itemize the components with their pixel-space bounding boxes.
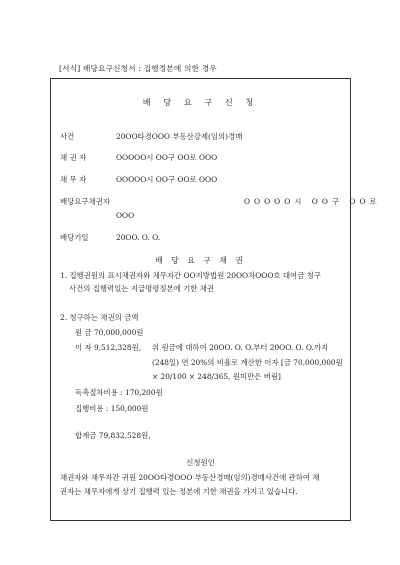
total-amount: 합계금 79,832,528원, [75, 431, 151, 440]
item1-line1: 1. 집행권원의 표시채권자와 채무자간 OO지방법원 20OO차OOO호 대여금 청구 [60, 271, 321, 280]
form-header: [서식] 배당요구신청서 : 집행정본에 의한 경우 [59, 64, 217, 73]
claimant-address-line2: OOO [116, 211, 135, 220]
debtor-label: 채 무 자 [60, 175, 87, 184]
debtor-address: OOOOO시 OO구 OO로 OOO [116, 175, 218, 184]
cause-section-title: 신청원인 [186, 458, 215, 467]
execution-cost: 집행비용 : 150,000원 [75, 404, 149, 413]
interest-detail-line2: (248일) 연 20%의 비율로 계산한 이자 [금 70,000,000원 [152, 358, 343, 367]
claimant-label: 배당요구채권자 [60, 197, 110, 206]
document-title: 배 당 요 구 신 청 [142, 97, 259, 107]
item1-line2: 사건의 집행력있는 지급명령정본에 기한 채권 [69, 284, 215, 293]
interest-detail-line3: × 20/100 × 248/365, 원미만은 버림] [152, 372, 281, 381]
item2-heading: 2. 청구하는 채권의 금액 [60, 313, 139, 322]
claim-section-title: 배 당 요 구 채 권 [155, 256, 246, 265]
creditor-label: 채 권 자 [60, 153, 87, 162]
cause-line1: 채권자와 채무자간 귀원 20OO타경OOO 부동산경매(임의)경매사건에 관하여 채 [60, 473, 320, 482]
creditor-address: OOOOO시 OO구 OO로 OOO [116, 153, 218, 162]
case-value: 20OO타경OOO 부동산강제(임의)경매 [116, 132, 243, 141]
interest-detail-line1: 위 원금에 대하여 20OO. O. O.부터 20OO. O. O.까지 [152, 343, 329, 352]
cause-line2: 권자는 채무자에게 상기 집행력 있는 정본에 기한 채권을 가지고 있습니다. [60, 487, 298, 496]
deadline-label: 배당기일 [60, 233, 89, 242]
claimant-address-line1: OOOOO시 OO구 OO로 [244, 197, 381, 206]
case-label: 사건 [60, 132, 75, 141]
principal-amount: 원 금 70,000,000원 [75, 328, 144, 337]
document-frame [50, 78, 351, 521]
interest-amount: 이 자 9,512,328원, [75, 343, 142, 352]
procedure-cost: 독촉절차비용 : 170,200원 [75, 388, 163, 397]
deadline-value: 20OO. O. O. [116, 233, 161, 242]
